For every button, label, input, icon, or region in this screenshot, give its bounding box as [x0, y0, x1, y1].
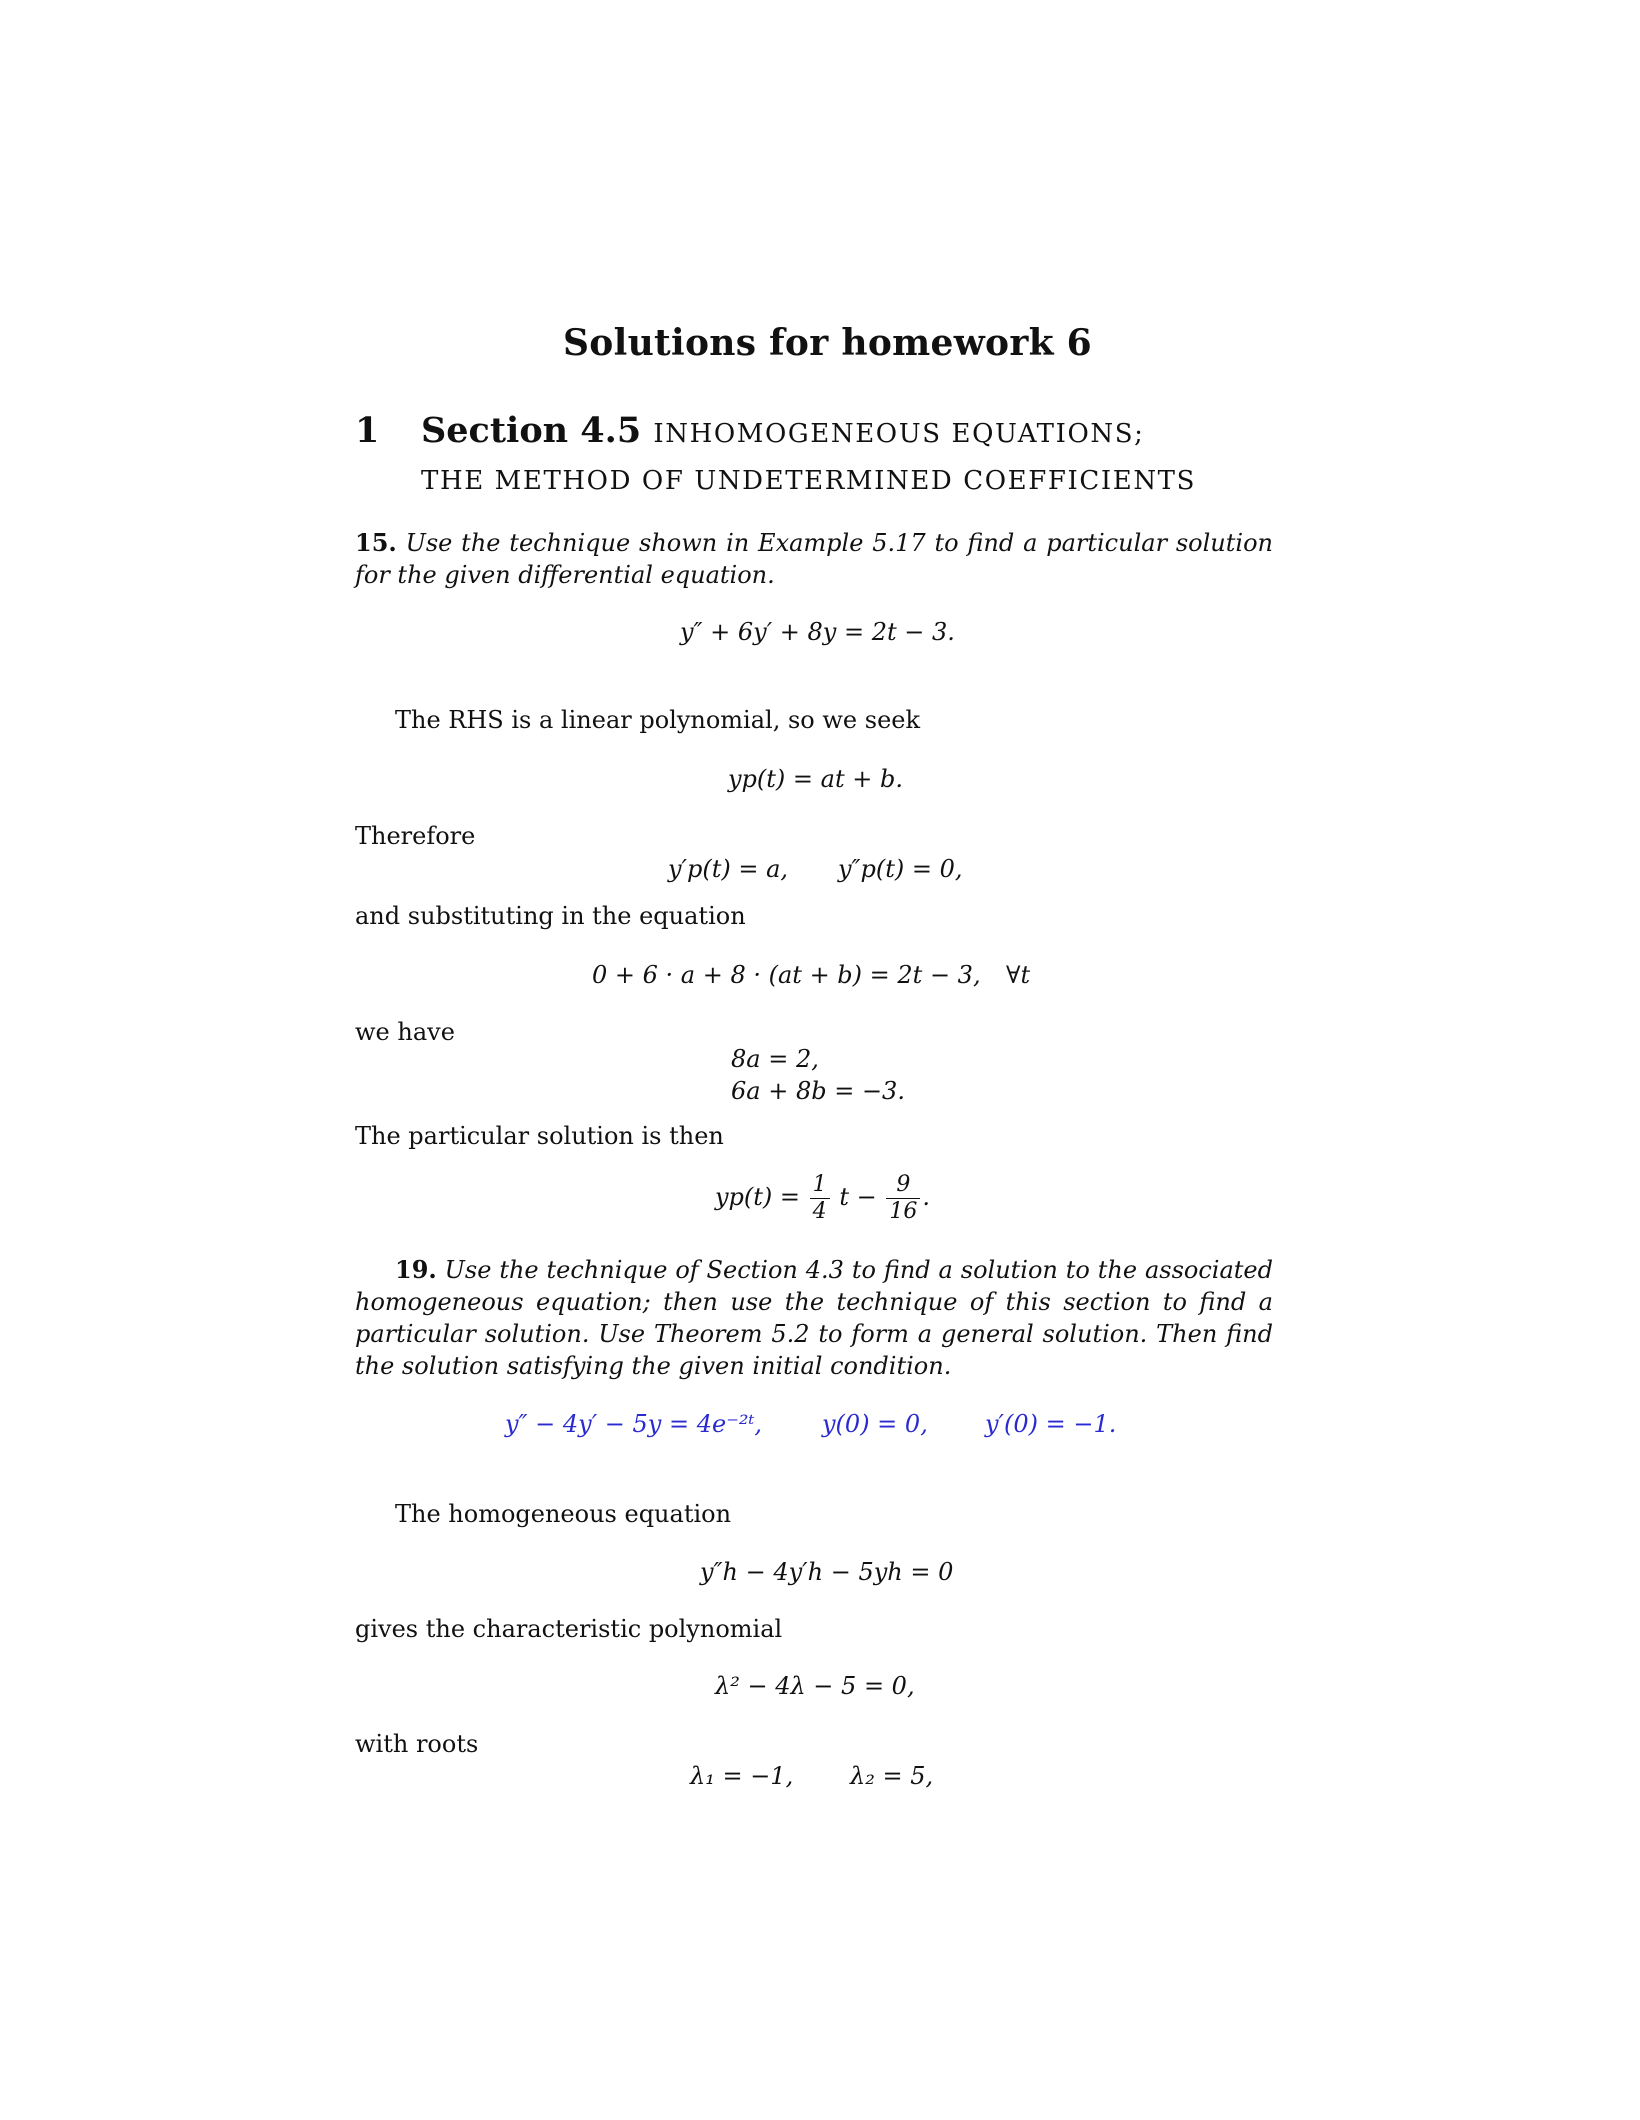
equation-root-1: λ₁ = −1, — [690, 1762, 794, 1790]
equation-homogeneous: y″h − 4y′h − 5yh = 0 — [700, 1558, 954, 1586]
equation-first-derivative: y′p(t) = a, — [668, 855, 789, 883]
problem19-number: 19. — [395, 1255, 437, 1284]
section-heading — [421, 410, 1145, 451]
text-substituting: and substituting in the equation — [355, 902, 746, 930]
section-heading-line1: INHOMOGENEOUS EQUATIONS; — [653, 419, 1145, 449]
equation-particular-solution — [715, 1172, 930, 1225]
text-we-have: we have — [355, 1018, 455, 1046]
text-characteristic: gives the characteristic polynomial — [355, 1615, 783, 1643]
solution-end: . — [922, 1183, 930, 1211]
solution-middle: t − — [839, 1183, 877, 1211]
text-therefore: Therefore — [355, 822, 476, 850]
fraction-nine-sixteenths: $\frac{9}{16}$ — [886, 1172, 920, 1225]
problem15-statement — [355, 527, 1273, 591]
equation-for-all-t: ∀t — [1006, 961, 1031, 989]
equation-system-2: 6a + 8b = −3. — [731, 1077, 905, 1105]
text-homogeneous: The homogeneous equation — [395, 1500, 732, 1528]
initial-condition-1: y(0) = 0, — [822, 1410, 928, 1438]
text-particular-solution: The particular solution is then — [355, 1122, 724, 1150]
text-with-roots: with roots — [355, 1730, 479, 1758]
section-number: 1 — [355, 410, 380, 451]
equation-system-1: 8a = 2, — [731, 1045, 819, 1073]
fraction-one-quarter: $\frac{1}{4}$ — [810, 1172, 830, 1225]
problem15-number: 15. — [355, 528, 397, 557]
problem19-statement-text: Use the technique of Section 4.3 to find a solution to the associated homogeneous equation; then use the technique of this section to find a particular solution. Use Theorem 5.2 to form a general solution. Then find the solution satisfying the given initial condition. — [355, 1256, 1273, 1380]
equation-substitution: 0 + 6 · a + 8 · (at + b) = 2t − 3, — [592, 961, 981, 989]
section-label: Section 4.5 — [421, 410, 642, 451]
equation-characteristic: λ² − 4λ − 5 = 0, — [715, 1672, 915, 1700]
section-heading-line2: THE METHOD OF UNDETERMINED COEFFICIENTS — [421, 466, 1197, 496]
problem15-equation: y″ + 6y′ + 8y = 2t − 3. — [680, 618, 955, 646]
problem15-statement-text: Use the technique shown in Example 5.17 to find a particular solution for the given differential equation. — [355, 529, 1273, 589]
initial-condition-2: y′(0) = −1. — [985, 1410, 1117, 1438]
text-rhs: The RHS is a linear polynomial, so we seek — [395, 706, 921, 734]
problem19-equation: y″ − 4y′ − 5y = 4e⁻²ᵗ, — [505, 1410, 763, 1438]
problem19-statement — [355, 1254, 1273, 1382]
equation-root-2: λ₂ = 5, — [850, 1762, 934, 1790]
page-title: Solutions for homework 6 — [563, 322, 1093, 364]
solution-lhs: yp(t) = — [715, 1183, 801, 1211]
equation-second-derivative: y″p(t) = 0, — [838, 855, 963, 883]
equation-yp: yp(t) = at + b. — [728, 765, 903, 793]
